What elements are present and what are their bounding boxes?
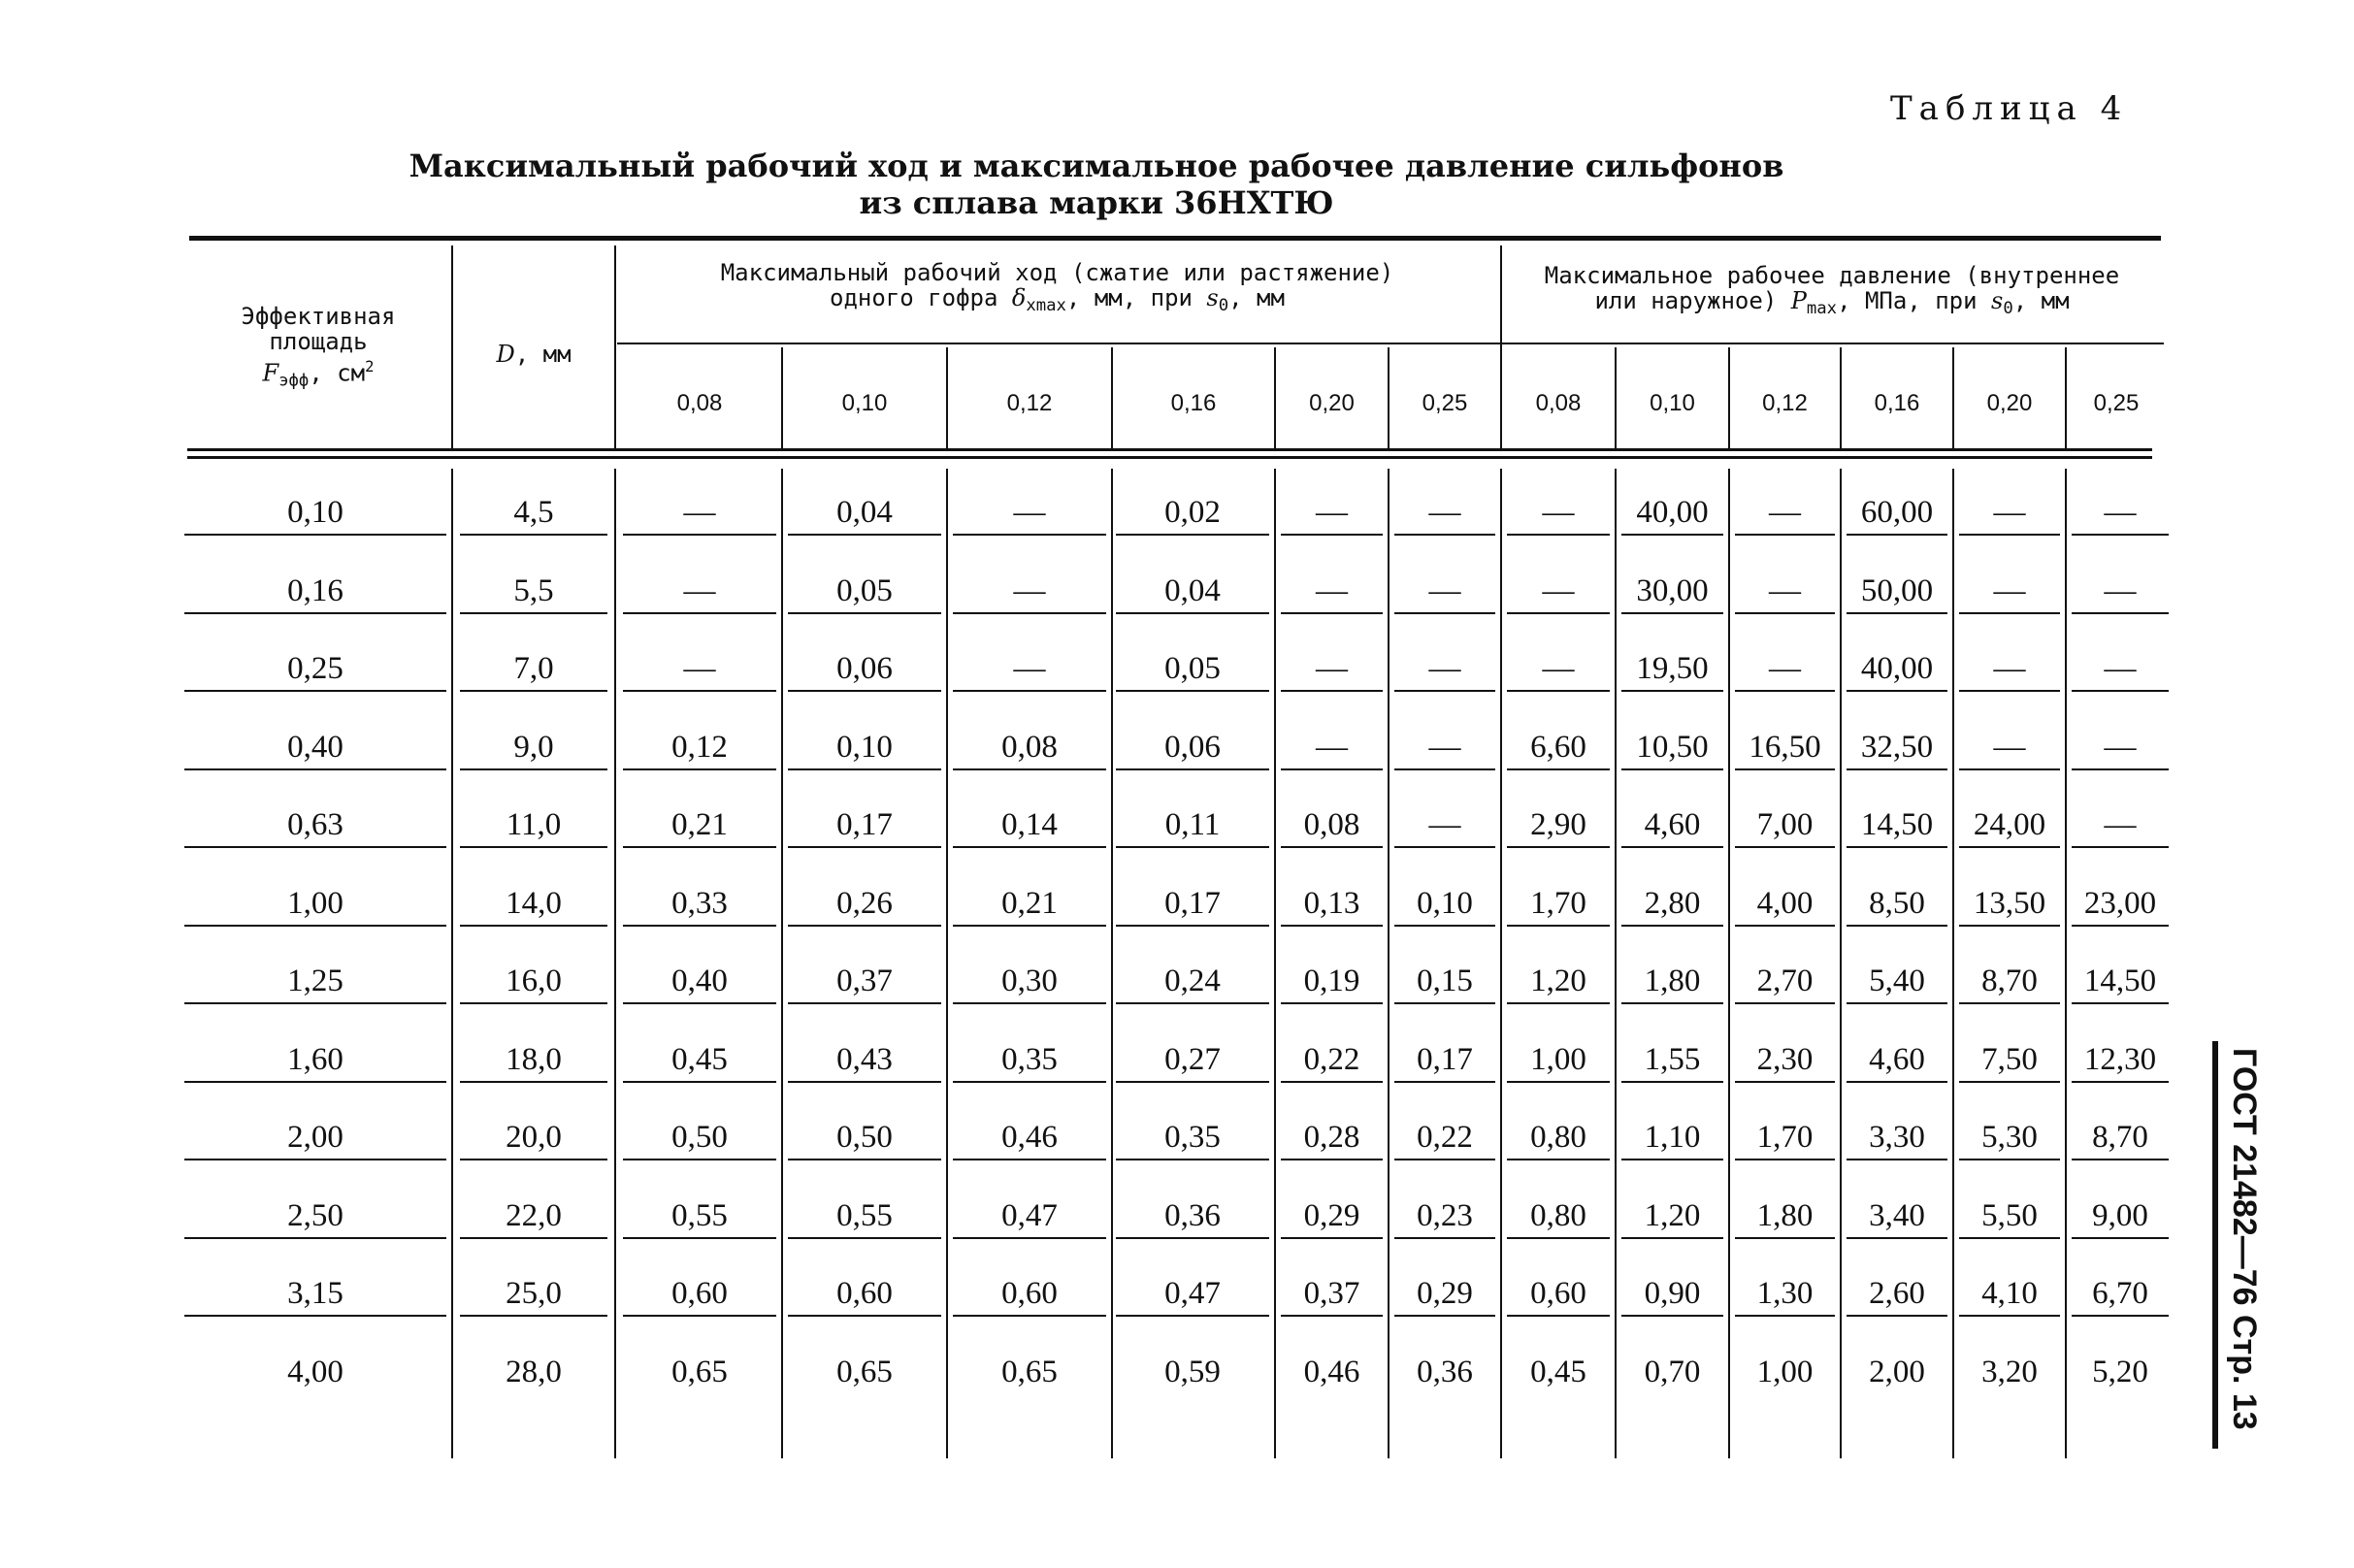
diameter-cell: 14,0 [460, 882, 607, 927]
body-divider [451, 469, 453, 1458]
stroke-value-cell: 0,19 [1281, 960, 1383, 1004]
stroke-value-cell: 0,28 [1281, 1116, 1383, 1160]
stroke-value-cell: 0,40 [623, 960, 776, 1004]
pressure-value-cell: 1,00 [1756, 1355, 1814, 1389]
diameter-cell: 22,0 [460, 1194, 607, 1239]
pressure-value-cell: 12,30 [2072, 1038, 2169, 1083]
area-cell: 2,50 [184, 1194, 446, 1239]
body-divider [1952, 469, 1954, 1458]
table-title-line-1: Максимальный рабочий ход и максимальное рабочее давление сильфонов [409, 147, 1784, 184]
pressure-value-cell: 0,45 [1530, 1355, 1586, 1389]
body-divider [1840, 469, 1842, 1458]
stroke-value-cell: 0,60 [953, 1272, 1106, 1317]
header-divider [1728, 347, 1730, 449]
stroke-value-cell: 0,21 [623, 803, 776, 848]
pressure-value-cell: 2,00 [1869, 1355, 1925, 1389]
diameter-cell: 4,5 [460, 491, 607, 536]
stroke-value-cell: 0,43 [788, 1038, 941, 1083]
stroke-value-cell: 0,17 [1116, 882, 1269, 927]
pressure-value-cell: 0,90 [1621, 1272, 1723, 1317]
stroke-value-cell: — [623, 647, 776, 692]
stroke-value-cell: — [1394, 570, 1495, 614]
pressure-value-cell: 14,50 [1847, 803, 1947, 848]
stroke-thickness-header: 0,10 [841, 390, 888, 416]
area-cell: 0,25 [184, 647, 446, 692]
pressure-value-cell: 8,50 [1847, 882, 1947, 927]
pressure-value-cell: 40,00 [1621, 491, 1723, 536]
stroke-value-cell: 0,11 [1116, 803, 1269, 848]
stroke-value-cell: 0,46 [953, 1116, 1106, 1160]
pressure-value-cell: 10,50 [1621, 726, 1723, 770]
stroke-value-cell: 0,05 [1116, 647, 1269, 692]
pressure-value-cell: 1,80 [1735, 1194, 1835, 1239]
stroke-value-cell: 0,22 [1394, 1116, 1495, 1160]
pressure-value-cell: — [1507, 570, 1610, 614]
pressure-value-cell: 5,30 [1959, 1116, 2060, 1160]
header-bottom-rule-1 [187, 448, 2152, 451]
body-divider [946, 469, 948, 1458]
stroke-value-cell: 0,06 [788, 647, 941, 692]
stroke-thickness-header: 0,12 [1006, 390, 1053, 416]
area-cell: 0,10 [184, 491, 446, 536]
header-max-stroke: Максимальный рабочий ход (сжатие или растяжение) одного гофра $\delta_{xmax}$, мм, при $s_0$, мм [720, 259, 1394, 316]
stroke-value-cell: 0,17 [1394, 1038, 1495, 1083]
diameter-cell: 11,0 [460, 803, 607, 848]
stroke-value-cell: 0,55 [623, 1194, 776, 1239]
stroke-value-cell: 0,33 [623, 882, 776, 927]
header-divider [781, 347, 783, 449]
stroke-value-cell: 0,50 [623, 1116, 776, 1160]
area-cell: 0,16 [184, 570, 446, 614]
header-divider [2065, 347, 2067, 449]
table-title-line-2: из сплава марки 36НХТЮ [859, 184, 1334, 221]
pressure-value-cell: 1,30 [1735, 1272, 1835, 1317]
header-sub-rule [617, 343, 2164, 344]
pressure-value-cell: — [2072, 570, 2169, 614]
stroke-value-cell: 0,06 [1116, 726, 1269, 770]
stroke-value-cell: 0,13 [1281, 882, 1383, 927]
stroke-value-cell: 0,60 [623, 1272, 776, 1317]
pressure-thickness-header: 0,10 [1650, 390, 1695, 416]
stroke-thickness-header: 0,25 [1422, 390, 1468, 416]
pressure-value-cell: 4,60 [1847, 1038, 1947, 1083]
stroke-value-cell: 0,59 [1164, 1355, 1221, 1389]
stroke-value-cell: 0,21 [953, 882, 1106, 927]
pressure-value-cell: — [1507, 647, 1610, 692]
stroke-value-cell: 0,10 [788, 726, 941, 770]
area-cell: 1,60 [184, 1038, 446, 1083]
pressure-value-cell: — [1959, 726, 2060, 770]
pressure-value-cell: 1,00 [1507, 1038, 1610, 1083]
area-cell: 3,15 [184, 1272, 446, 1317]
header-max-pressure: Максимальное рабочее давление (внутреннее или наружное) $P_{max}$, МПа, при $s_0$, мм [1544, 262, 2120, 319]
pressure-value-cell: 40,00 [1847, 647, 1947, 692]
pressure-value-cell: 16,50 [1735, 726, 1835, 770]
header-effective-area: Эффективная площадь $F_{эфф}$, $см^2$ [241, 303, 396, 391]
header-diameter: D, мм [496, 341, 572, 368]
stroke-value-cell: 0,36 [1417, 1355, 1473, 1389]
stroke-value-cell: 0,45 [623, 1038, 776, 1083]
body-divider [1615, 469, 1617, 1458]
table-number-label: Таблица 4 [1890, 89, 2129, 128]
stroke-value-cell: — [953, 491, 1106, 536]
stroke-value-cell: 0,29 [1394, 1272, 1495, 1317]
stroke-value-cell: 0,47 [953, 1194, 1106, 1239]
diameter-cell: 25,0 [460, 1272, 607, 1317]
stroke-value-cell: 0,12 [623, 726, 776, 770]
pressure-value-cell: 1,10 [1621, 1116, 1723, 1160]
header-divider [1111, 347, 1113, 449]
pressure-value-cell: 0,70 [1644, 1355, 1701, 1389]
pressure-value-cell: — [2072, 803, 2169, 848]
header-divider [1388, 347, 1390, 449]
diameter-cell: 5,5 [460, 570, 607, 614]
pressure-value-cell: 60,00 [1847, 491, 1947, 536]
header-bottom-rule-2 [187, 456, 2152, 459]
pressure-value-cell: 0,60 [1507, 1272, 1610, 1317]
body-divider [1500, 469, 1502, 1458]
pressure-value-cell: 1,20 [1507, 960, 1610, 1004]
stroke-value-cell: 0,35 [953, 1038, 1106, 1083]
stroke-value-cell: 0,02 [1116, 491, 1269, 536]
pressure-value-cell: 5,20 [2092, 1355, 2148, 1389]
pressure-value-cell: 3,20 [1981, 1355, 2038, 1389]
stroke-value-cell: 0,05 [788, 570, 941, 614]
pressure-value-cell: 23,00 [2072, 882, 2169, 927]
stroke-value-cell: — [1394, 803, 1495, 848]
stroke-value-cell: 0,29 [1281, 1194, 1383, 1239]
body-divider [1388, 469, 1390, 1458]
area-cell: 4,00 [287, 1355, 343, 1389]
stroke-value-cell: — [1394, 726, 1495, 770]
body-divider [2065, 469, 2067, 1458]
pressure-value-cell: 0,80 [1507, 1194, 1610, 1239]
stroke-value-cell: — [1281, 726, 1383, 770]
area-cell: 1,25 [184, 960, 446, 1004]
pressure-value-cell: 1,70 [1507, 882, 1610, 927]
stroke-value-cell: — [1281, 570, 1383, 614]
header-divider [1840, 347, 1842, 449]
side-page-footer [2205, 1048, 2272, 1475]
pressure-value-cell: 3,30 [1847, 1116, 1947, 1160]
pressure-value-cell: 7,00 [1735, 803, 1835, 848]
pressure-value-cell: 2,90 [1507, 803, 1610, 848]
area-cell: 0,63 [184, 803, 446, 848]
pressure-value-cell: 7,50 [1959, 1038, 2060, 1083]
stroke-value-cell: 0,65 [671, 1355, 728, 1389]
body-divider [1274, 469, 1276, 1458]
stroke-thickness-header: 0,08 [676, 390, 723, 416]
stroke-value-cell: 0,65 [836, 1355, 893, 1389]
stroke-value-cell: 0,30 [953, 960, 1106, 1004]
pressure-value-cell: 8,70 [1959, 960, 2060, 1004]
pressure-value-cell: 2,80 [1621, 882, 1723, 927]
stroke-value-cell: 0,55 [788, 1194, 941, 1239]
body-divider [1111, 469, 1113, 1458]
stroke-value-cell: 0,14 [953, 803, 1106, 848]
stroke-value-cell: — [1281, 491, 1383, 536]
stroke-value-cell: 0,04 [1116, 570, 1269, 614]
pressure-thickness-header: 0,08 [1535, 390, 1582, 416]
stroke-value-cell: 0,65 [1001, 1355, 1058, 1389]
pressure-value-cell: 1,70 [1735, 1116, 1835, 1160]
header-divider [614, 245, 616, 449]
stroke-value-cell: 0,46 [1303, 1355, 1360, 1389]
body-divider [614, 469, 616, 1458]
table-top-rule [189, 236, 2161, 241]
pressure-value-cell: 14,50 [2072, 960, 2169, 1004]
stroke-value-cell: 0,37 [1281, 1272, 1383, 1317]
stroke-value-cell: 0,17 [788, 803, 941, 848]
pressure-value-cell: 5,50 [1959, 1194, 2060, 1239]
stroke-value-cell: 0,15 [1394, 960, 1495, 1004]
pressure-value-cell: 24,00 [1959, 803, 2060, 848]
pressure-value-cell: — [2072, 491, 2169, 536]
pressure-value-cell: 2,70 [1735, 960, 1835, 1004]
pressure-value-cell: 4,60 [1621, 803, 1723, 848]
body-divider [1728, 469, 1730, 1458]
header-divider [946, 347, 948, 449]
pressure-value-cell: — [1959, 570, 2060, 614]
pressure-value-cell: 30,00 [1621, 570, 1723, 614]
stroke-value-cell: 0,24 [1116, 960, 1269, 1004]
diameter-cell: 28,0 [506, 1355, 562, 1389]
pressure-value-cell: 6,60 [1507, 726, 1610, 770]
pressure-value-cell: 13,50 [1959, 882, 2060, 927]
stroke-value-cell: 0,08 [1281, 803, 1383, 848]
pressure-value-cell: 4,00 [1735, 882, 1835, 927]
diameter-cell: 18,0 [460, 1038, 607, 1083]
pressure-value-cell: 1,55 [1621, 1038, 1723, 1083]
pressure-value-cell: 4,10 [1959, 1272, 2060, 1317]
stroke-value-cell: 0,50 [788, 1116, 941, 1160]
pressure-value-cell: 2,60 [1847, 1272, 1947, 1317]
pressure-value-cell: — [1735, 491, 1835, 536]
header-divider [1274, 347, 1276, 449]
area-cell: 2,00 [184, 1116, 446, 1160]
stroke-value-cell: 0,36 [1116, 1194, 1269, 1239]
stroke-value-cell: 0,26 [788, 882, 941, 927]
stroke-value-cell: — [623, 570, 776, 614]
stroke-value-cell: 0,27 [1116, 1038, 1269, 1083]
body-divider [781, 469, 783, 1458]
pressure-value-cell: 3,40 [1847, 1194, 1947, 1239]
stroke-value-cell: 0,10 [1394, 882, 1495, 927]
standard-and-page-number: ГОСТ 21482—76 Стр. 13 [2226, 1048, 2263, 1430]
diameter-cell: 16,0 [460, 960, 607, 1004]
pressure-value-cell: — [2072, 726, 2169, 770]
stroke-thickness-header: 0,20 [1309, 390, 1355, 416]
stroke-value-cell: — [953, 570, 1106, 614]
area-cell: 1,00 [184, 882, 446, 927]
header-divider [451, 245, 453, 449]
stroke-value-cell: 0,35 [1116, 1116, 1269, 1160]
pressure-value-cell: — [1959, 647, 2060, 692]
pressure-value-cell: 0,80 [1507, 1116, 1610, 1160]
header-divider [1615, 347, 1617, 449]
header-divider [1952, 347, 1954, 449]
stroke-value-cell: — [1394, 491, 1495, 536]
diameter-cell: 7,0 [460, 647, 607, 692]
pressure-value-cell: 5,40 [1847, 960, 1947, 1004]
diameter-cell: 20,0 [460, 1116, 607, 1160]
pressure-thickness-header: 0,12 [1762, 390, 1808, 416]
pressure-value-cell: — [1735, 647, 1835, 692]
pressure-value-cell: 32,50 [1847, 726, 1947, 770]
pressure-value-cell: 2,30 [1735, 1038, 1835, 1083]
pressure-value-cell: 50,00 [1847, 570, 1947, 614]
area-cell: 0,40 [184, 726, 446, 770]
stroke-value-cell: — [623, 491, 776, 536]
pressure-value-cell: 19,50 [1621, 647, 1723, 692]
pressure-value-cell: — [1507, 491, 1610, 536]
pressure-value-cell: — [1959, 491, 2060, 536]
stroke-value-cell: 0,47 [1116, 1272, 1269, 1317]
pressure-value-cell: — [1735, 570, 1835, 614]
stroke-value-cell: — [1394, 647, 1495, 692]
stroke-value-cell: — [1281, 647, 1383, 692]
pressure-value-cell: 1,20 [1621, 1194, 1723, 1239]
pressure-thickness-header: 0,20 [1986, 390, 2033, 416]
stroke-value-cell: 0,22 [1281, 1038, 1383, 1083]
pressure-thickness-header: 0,16 [1874, 390, 1920, 416]
pressure-value-cell: 6,70 [2072, 1272, 2169, 1317]
stroke-value-cell: 0,60 [788, 1272, 941, 1317]
pressure-thickness-header: 0,25 [2093, 390, 2140, 416]
stroke-thickness-header: 0,16 [1170, 390, 1217, 416]
diameter-cell: 9,0 [460, 726, 607, 770]
stroke-value-cell: 0,23 [1394, 1194, 1495, 1239]
stroke-value-cell: 0,08 [953, 726, 1106, 770]
pressure-value-cell: — [2072, 647, 2169, 692]
pressure-value-cell: 8,70 [2072, 1116, 2169, 1160]
pressure-value-cell: 9,00 [2072, 1194, 2169, 1239]
stroke-value-cell: — [953, 647, 1106, 692]
stroke-value-cell: 0,04 [788, 491, 941, 536]
pressure-value-cell: 1,80 [1621, 960, 1723, 1004]
stroke-value-cell: 0,37 [788, 960, 941, 1004]
